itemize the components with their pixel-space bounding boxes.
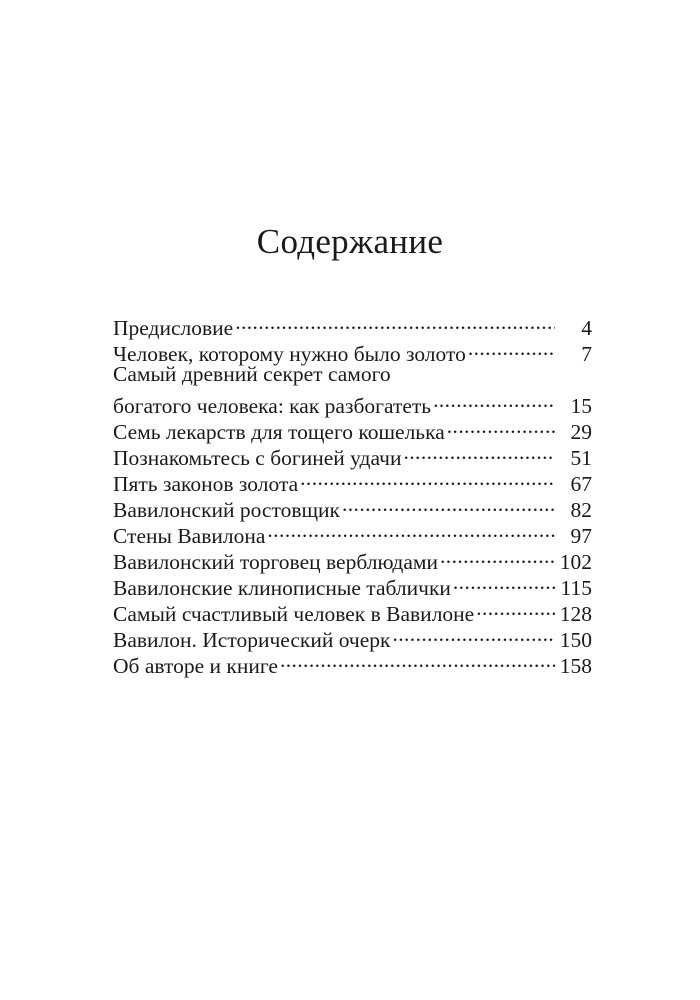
toc-entry-title: Познакомьтесь с богиней удачи bbox=[113, 446, 402, 470]
toc-page-number: 97 bbox=[570, 524, 592, 548]
dot-leader bbox=[280, 647, 555, 673]
dot-leader bbox=[433, 387, 555, 413]
page-title: Содержание bbox=[256, 222, 444, 261]
toc-page-number: 150 bbox=[559, 628, 592, 652]
toc-page-number: 7 bbox=[581, 342, 592, 366]
toc-entry-title: Самый счастливый человек в Вавилоне bbox=[113, 602, 475, 626]
toc-entry-title: Вавилонские клинописные таблички bbox=[113, 576, 451, 600]
toc-entry-title: Об авторе и книге bbox=[113, 654, 278, 678]
dot-leader bbox=[267, 517, 555, 543]
dot-leader bbox=[468, 335, 555, 361]
dot-leader bbox=[453, 569, 555, 595]
toc-page-number: 82 bbox=[570, 498, 592, 522]
toc-entry-title: Предисловие bbox=[113, 316, 234, 340]
dot-leader bbox=[447, 413, 555, 439]
toc-page-number: 29 bbox=[570, 420, 592, 444]
dot-leader bbox=[235, 309, 555, 335]
toc-entry-title: Вавилонский ростовщик bbox=[113, 498, 340, 522]
toc-page-number: 4 bbox=[581, 316, 592, 340]
toc-entry[interactable] bbox=[113, 309, 592, 340]
dot-leader bbox=[440, 543, 555, 569]
toc-page-number: 115 bbox=[560, 576, 592, 600]
toc-page-number: 158 bbox=[559, 654, 592, 678]
toc-entry-title: Вавилонский торговец верблюдами bbox=[113, 550, 439, 574]
toc-entry-title: Стены Вавилона bbox=[113, 524, 266, 548]
toc-page-number: 15 bbox=[570, 394, 592, 418]
toc-entry-title: Пять законов золота bbox=[113, 472, 299, 496]
dot-leader bbox=[342, 491, 555, 517]
toc-page-number: 102 bbox=[559, 550, 592, 574]
toc-entry-title: Вавилон. Исторический очерк bbox=[113, 628, 391, 652]
toc-entry-title-line1: Самый древний секрет самого bbox=[113, 362, 391, 386]
dot-leader bbox=[476, 595, 555, 621]
toc-entry-title: богатого человека: как разбогатеть bbox=[113, 394, 432, 418]
toc-entry-title: Семь лекарств для тощего кошелька bbox=[113, 420, 445, 444]
toc-page-number: 128 bbox=[559, 602, 592, 626]
toc-entry-first-line[interactable] bbox=[113, 361, 592, 387]
toc-entry[interactable] bbox=[113, 387, 592, 418]
dot-leader bbox=[392, 621, 555, 647]
toc-page-number: 67 bbox=[570, 472, 592, 496]
table-of-contents bbox=[113, 309, 592, 678]
toc-entry-title: Человек, которому нужно было золото bbox=[113, 342, 466, 366]
dot-leader bbox=[300, 465, 555, 491]
dot-leader bbox=[404, 439, 556, 465]
toc-page-number: 51 bbox=[570, 446, 592, 470]
